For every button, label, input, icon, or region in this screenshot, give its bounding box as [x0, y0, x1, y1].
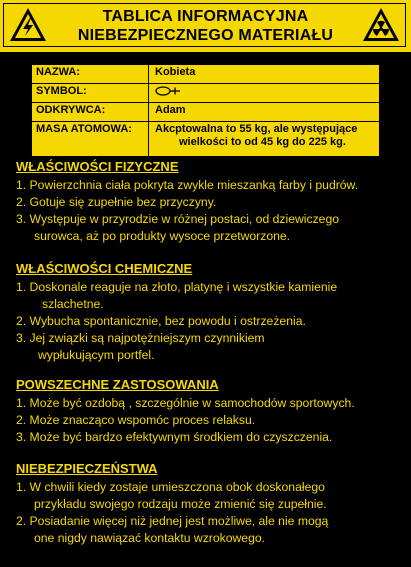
section-heading: WŁAŚCIWOŚCI FIZYCZNE: [16, 159, 179, 174]
list-item-continuation: szlachetne.: [42, 297, 104, 311]
list-item-continuation: surowca, aż po produkty wysoce przetworzone.: [34, 229, 291, 243]
section-heading: POWSZECHNE ZASTOSOWANIA: [16, 377, 219, 392]
section-heading: NIEBEZPIECZEŃSTWA: [16, 461, 158, 476]
table-row: [32, 103, 380, 122]
list-item: 1. Powierzchnia ciała pokryta zwykle mieszanką farby i pudrów.: [16, 178, 359, 192]
section-heading: WŁAŚCIWOŚCI CHEMICZNE: [16, 261, 193, 276]
list-item-continuation: przykładu swojego rodzaju może zmienić się zupełnie.: [34, 497, 327, 511]
title-line-2: NIEBEZPIECZNEGO MATERIAŁU: [77, 27, 334, 44]
electric-hazard-icon: [8, 6, 48, 44]
radiation-hazard-icon: [361, 6, 401, 44]
row-value-discoverer: Adam: [149, 103, 380, 122]
row-value-symbol: [149, 84, 380, 103]
list-item: 2. Wybucha spontanicznie, bez powodu i ostrzeżenia.: [16, 314, 306, 328]
list-item-continuation: one nigdy nawiązać kontaktu wzrokowego.: [34, 531, 266, 545]
list-item-continuation: wypłukującym portfel.: [38, 348, 155, 362]
female-symbol-icon: [155, 85, 181, 97]
row-key-discoverer: ODKRYWCA:: [32, 103, 149, 122]
header-banner: [0, 0, 411, 53]
mass-line-2: wielkości to od 45 kg do 225 kg.: [179, 136, 346, 148]
list-item: 3. Występuje w przyrodzie w różnej postaci, od dziewiczego: [16, 212, 340, 226]
row-value-mass: [149, 122, 380, 157]
list-item: 1. W chwili kiedy zostaje umieszczona obok doskonałego: [16, 480, 325, 494]
title-line-1: TABLICA INFORMACYJNA: [102, 8, 309, 25]
row-value-name: Kobieta: [149, 65, 380, 84]
list-item: 3. Jej związki są najpotężniejszym czynnikiem: [16, 331, 265, 345]
section-chemical: [16, 260, 411, 364]
row-key-symbol: SYMBOL:: [32, 84, 149, 103]
list-item: 2. Może znacząco wspomóc proces relaksu.: [16, 413, 256, 427]
section-dangers: [16, 460, 411, 547]
row-key-mass: MASA ATOMOWA:: [32, 122, 149, 157]
table-row: [32, 122, 380, 157]
page-title: [60, 7, 351, 45]
section-uses: [16, 376, 411, 446]
list-item: 2. Gotuje się zupełnie bez przyczyny.: [16, 195, 217, 209]
mass-line-1: Akcptowalna to 55 kg, ale występujące: [155, 123, 358, 135]
info-table: [31, 64, 380, 157]
list-item: 1. Może być ozdobą , szczególnie w samochodów sportowych.: [16, 396, 355, 410]
list-item: 2. Posiadanie więcej niż jednej jest możliwe, ale nie mogą: [16, 514, 329, 528]
list-item: 3. Może być bardzo efektywnym środkiem do czyszczenia.: [16, 430, 333, 444]
row-key-name: NAZWA:: [32, 65, 149, 84]
list-item: 1. Doskonale reaguje na złoto, platynę i wszystkie kamienie: [16, 280, 338, 294]
section-physical: [16, 158, 411, 245]
table-row: [32, 84, 380, 103]
table-row: [32, 65, 380, 84]
